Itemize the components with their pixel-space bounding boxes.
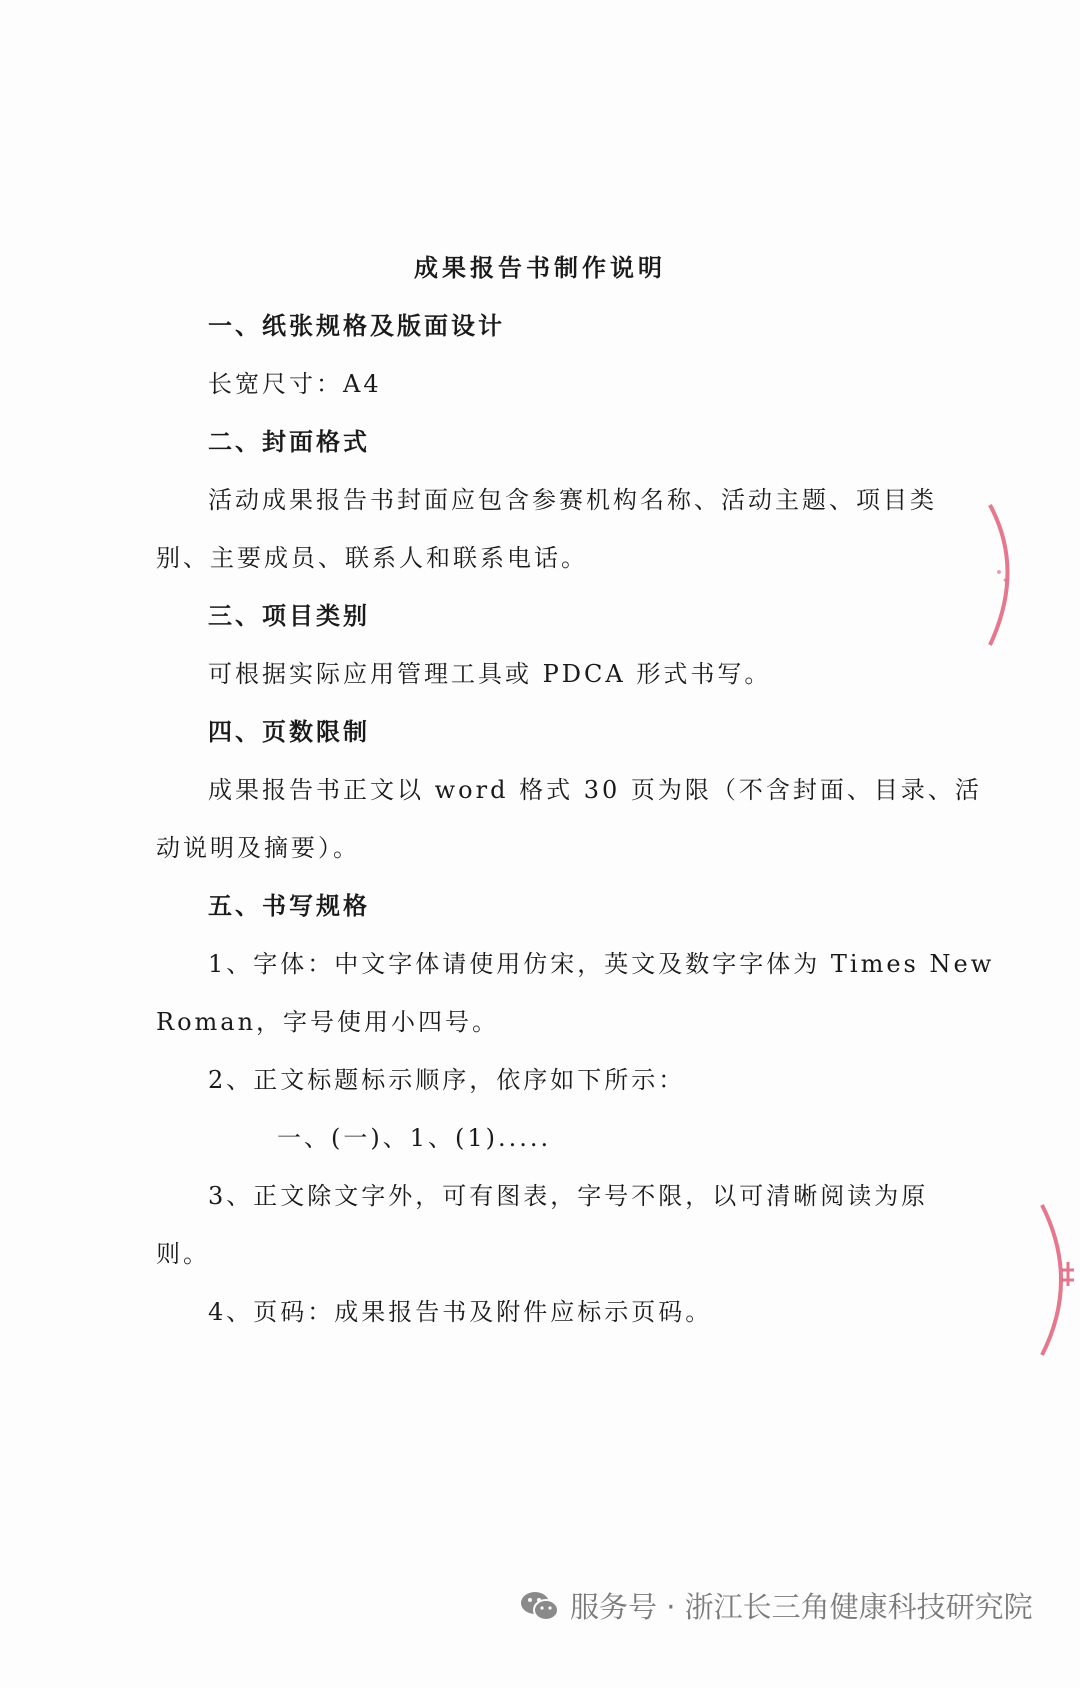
paragraph-cover-line2: 别、主要成员、联系人和联系电话。 (156, 544, 588, 572)
footer-text: 服务号 · 浙江长三角健康科技研究院 (570, 1590, 1033, 1624)
section-heading-paper: 一、纸张规格及版面设计 (208, 311, 505, 340)
paragraph-page-numbers: 4、页码：成果报告书及附件应标示页码。 (208, 1298, 713, 1326)
paragraph-order: 2、正文标题标示顺序，依序如下所示： (208, 1066, 686, 1094)
paragraph-font-line2: Roman，字号使用小四号。 (156, 1008, 500, 1036)
paragraph-figures-line1: 3、正文除文字外，可有图表，字号不限，以可清晰阅读为原 (208, 1182, 929, 1210)
paragraph-font-line1: 1、字体：中文字体请使用仿宋，英文及数字字体为 Times New (208, 950, 995, 978)
document-title: 成果报告书制作说明 (414, 253, 666, 282)
paragraph-category: 可根据实际应用管理工具或 PDCA 形式书写。 (208, 660, 772, 688)
section-heading-category: 三、项目类别 (208, 601, 370, 630)
section-heading-pages: 四、页数限制 (208, 717, 370, 746)
section-heading-writing: 五、书写规格 (208, 891, 370, 920)
paragraph-cover-line1: 活动成果报告书封面应包含参赛机构名称、活动主题、项目类 (208, 486, 937, 514)
seal-stamp-upper (985, 500, 1035, 650)
wechat-icon (520, 1589, 560, 1623)
paragraph-size: 长宽尺寸：A4 (208, 370, 382, 398)
paragraph-pages-line1: 成果报告书正文以 word 格式 30 页为限（不含封面、目录、活 (208, 776, 982, 804)
footer-watermark (520, 1585, 1033, 1626)
section-heading-cover: 二、封面格式 (208, 427, 370, 456)
paragraph-order-example: 一、(一)、1、(1)..... (277, 1124, 552, 1152)
seal-stamp-lower (1040, 1200, 1080, 1360)
paragraph-figures-line2: 则。 (156, 1240, 210, 1268)
paragraph-pages-line2: 动说明及摘要）。 (156, 834, 360, 862)
